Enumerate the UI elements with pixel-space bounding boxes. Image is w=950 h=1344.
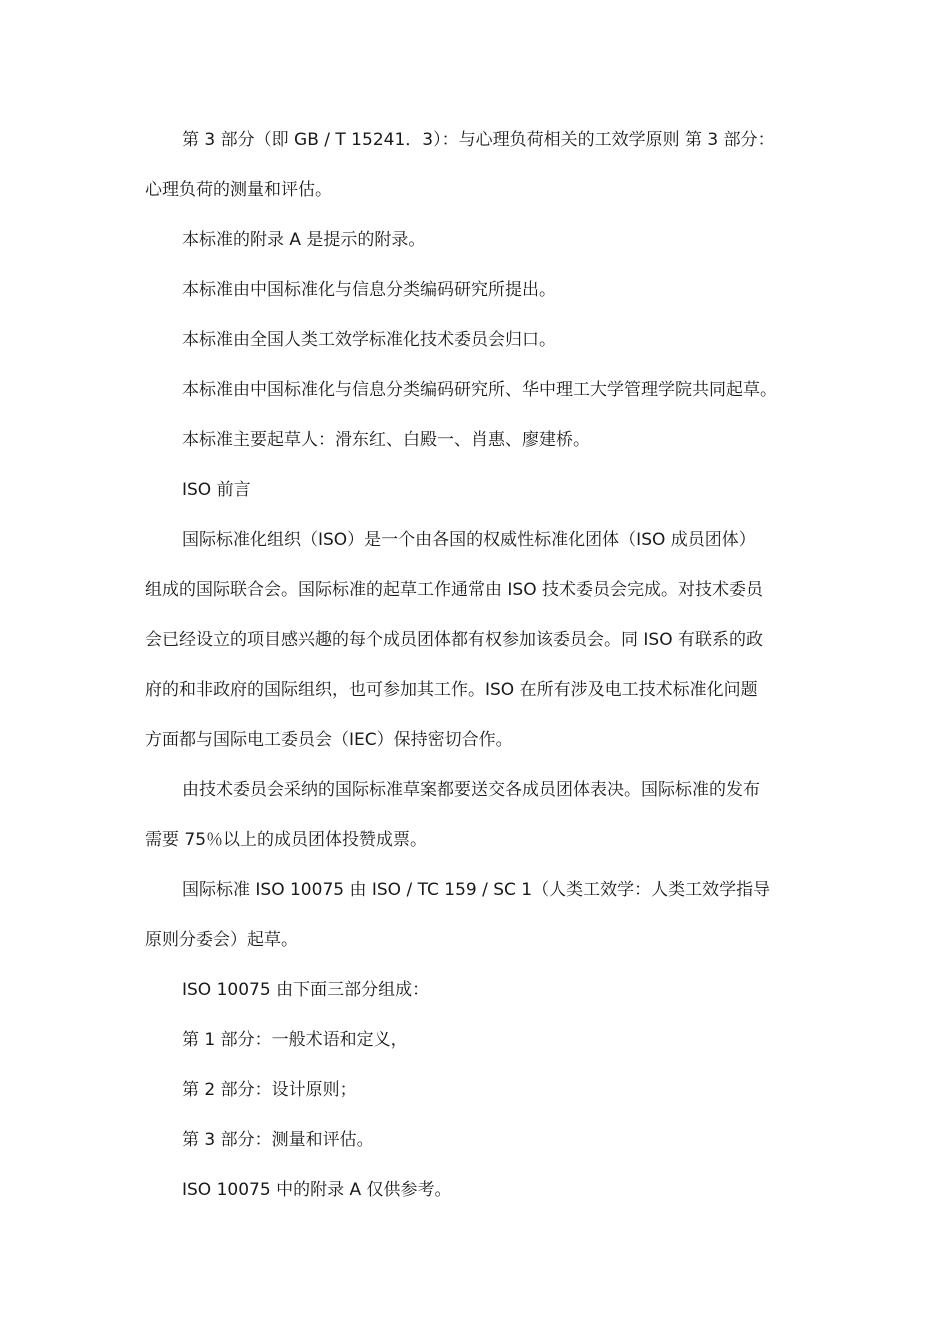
text-line: 国际标准 ISO 10075 由 ISO / TC 159 / SC 1（人类工效学：人类工效学指导 — [182, 880, 771, 900]
text-line: ISO 10075 中的附录 A 仅供参考。 — [182, 1180, 452, 1200]
text-line: 组成的国际联合会。国际标准的起草工作通常由 ISO 技术委员会完成。对技术委员 — [145, 580, 763, 600]
text-line: 需要 75％以上的成员团体投赞成票。 — [145, 830, 428, 850]
text-line: 本标准主要起草人：滑东红、白殿一、肖惠、廖建桥。 — [182, 430, 590, 450]
text-line: 本标准的附录 A 是提示的附录。 — [182, 230, 426, 250]
text-line: 本标准由全国人类工效学标准化技术委员会归口。 — [182, 330, 556, 350]
text-line: 方面都与国际电工委员会（IEC）保持密切合作。 — [145, 730, 513, 750]
section-heading: ISO 前言 — [182, 480, 251, 500]
text-line: 府的和非政府的国际组织，也可参加其工作。ISO 在所有涉及电工技术标准化问题 — [145, 680, 758, 700]
text-line: 第 1 部分：一般术语和定义， — [182, 1030, 408, 1050]
text-line: 心理负荷的测量和评估。 — [145, 180, 332, 200]
text-line: 原则分委会）起草。 — [145, 930, 298, 950]
text-line: 第 3 部分（即 GB / T 15241．3）：与心理负荷相关的工效学原则 第 3 部分： — [182, 130, 775, 150]
text-line: 由技术委员会采纳的国际标准草案都要送交各成员团体表决。国际标准的发布 — [182, 780, 760, 800]
text-line: 第 2 部分：设计原则； — [182, 1080, 357, 1100]
text-line: 第 3 部分：测量和评估。 — [182, 1130, 374, 1150]
text-line: 国际标准化组织（ISO）是一个由各国的权威性标准化团体（ISO 成员团体） — [182, 530, 756, 550]
text-line: 本标准由中国标准化与信息分类编码研究所、华中理工大学管理学院共同起草。 — [182, 380, 777, 400]
text-line: 本标准由中国标准化与信息分类编码研究所提出。 — [182, 280, 556, 300]
text-line: ISO 10075 由下面三部分组成： — [182, 980, 430, 1000]
text-line: 会已经设立的项目感兴趣的每个成员团体都有权参加该委员会。同 ISO 有联系的政 — [145, 630, 763, 650]
